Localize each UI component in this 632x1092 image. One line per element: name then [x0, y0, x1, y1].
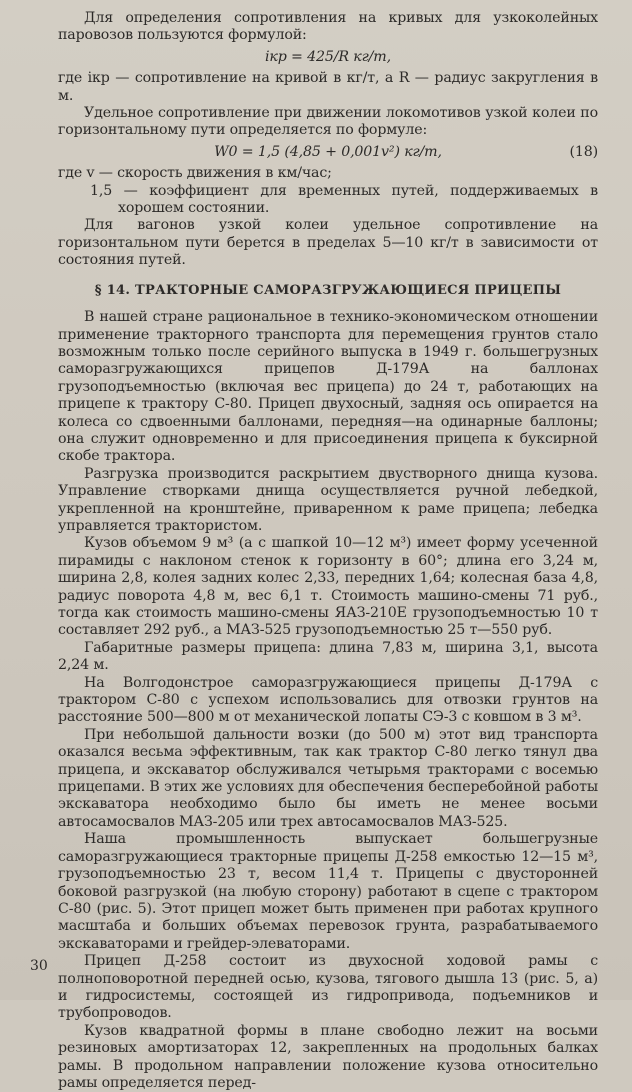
paragraph: Прицеп Д-258 состоит из двухосной ходовой рамы с полноповоротной передней осью, кузова, тягового дышла 13 (рис. 5, а) и гидросистемы, состоящей из гидропривода, подъемников и трубопроводов.: [58, 953, 598, 1022]
formula-explanation: где iкр — сопротивление на кривой в кг/т, а R — радиус закругления в м.: [58, 70, 598, 104]
formula-specific-resistance: [58, 144, 598, 161]
paragraph: Кузов квадратной формы в плане свободно лежит на восьми резиновых амортизаторах 12, закрепленных на продольных балках рамы. В продольном направлении положение кузова относительно рамы определяется перед-: [58, 1022, 598, 1091]
paragraph: При небольшой дальности возки (до 500 м) этот вид транспорта оказался весьма эффективным, так как трактор С-80 легко тянул два прицепа, и экскаватор обслуживался четырьмя тракторами с восемью прицепами. В этих же условиях для обеспечения бесперебойной работы экскаватора необходимо было бы иметь не менее восьми автосамосвалов МАЗ-205 или трех автосамосвалов МАЗ-525.: [58, 726, 598, 830]
formula-curve-resistance: iкр = 425/R кг/т,: [265, 48, 391, 65]
formula-text: W0 = 1,5 (4,85 + 0,001v²) кг/т,: [214, 143, 442, 160]
paragraph: В нашей стране рациональное в технико-экономическом отношении применение тракторного транспорта для перемещения грунтов стало возможным только после серийного выпуска в 1949 г. большегрузных саморазгружающихся прицепов Д-179А на баллонах грузоподъемностью (включая вес прицепа) до 24 т, работающих на прицепе к трактору С-80. Прицеп двухосный, задняя ось опирается на колеса со сдвоенными баллонами, передняя—на одинарные баллоны; она служит одновременно и для присоединения прицепа к буксирной скобе трактора.: [58, 309, 598, 465]
paragraph: Для определения сопротивления на кривых для узкоколейных паровозов пользуются формулой:: [58, 10, 598, 44]
formula-explanation: 1,5 — коэффициент для временных путей, поддерживаемых в хорошем состоянии.: [90, 182, 598, 217]
paragraph: Габаритные размеры прицепа: длина 7,83 м, ширина 3,1, высота 2,24 м.: [58, 639, 598, 674]
paragraph: Разгрузка производится раскрытием двустворного днища кузова. Управление створками днища осуществляется ручной лебедкой, укрепленной на кронштейне, приваренном к раме прицепа; лебедка управляется трактористом.: [58, 465, 598, 534]
formula-explanation: где v — скорость движения в км/час;: [58, 165, 332, 182]
paragraph: Наша промышленность выпускает большегрузные саморазгружающиеся тракторные прицепы Д-258 емкостью 12—15 м³, грузоподъемностью 23 т, весом 11,4 т. Прицепы с двусторонней боковой разгрузкой (на любую сторону) работают в сцепе с трактором С-80 (рис. 5). Этот прицеп может быть применен при работах крупного масштаба и больших объемах перевозок грунта, разрабатываемого экскаваторами и грейдер-элеваторами.: [58, 831, 598, 952]
section-heading: § 14. ТРАКТОРНЫЕ САМОРАЗГРУЖАЮЩИЕСЯ ПРИЦЕПЫ: [94, 282, 562, 298]
paragraph: Удельное сопротивление при движении локомотивов узкой колеи по горизонтальному пути определяется по формуле:: [58, 105, 598, 139]
formula-number: (18): [569, 143, 598, 160]
paragraph: Для вагонов узкой колеи удельное сопротивление на горизонтальном пути берется в пределах 5—10 кг/т в зависимости от состояния путей.: [58, 217, 598, 269]
page-number: 30: [30, 958, 48, 974]
paragraph: На Волгодонстрое саморазгружающиеся прицепы Д-179А с трактором С-80 с успехом использовались для отвозки грунтов на расстояние 500—800 м от механической лопаты СЭ-3 с ковшом в 3 м³.: [58, 674, 598, 726]
paragraph: Кузов объемом 9 м³ (а с шапкой 10—12 м³) имеет форму усеченной пирамиды с наклоном стенок к горизонту в 60°; длина его 3,24 м, ширина 2,8, колея задних колес 2,33, передних 1,64; колесная база 4,8, радиус поворота 4,8 м, вес 6,1 т. Стоимость машино-смены 71 руб., тогда как стоимость машино-смены ЯАЗ-210Е грузоподъемностью 10 т составляет 292 руб., а МАЗ-525 грузоподъемностью 25 т—550 руб.: [58, 535, 598, 639]
page-body: [58, 10, 598, 1092]
